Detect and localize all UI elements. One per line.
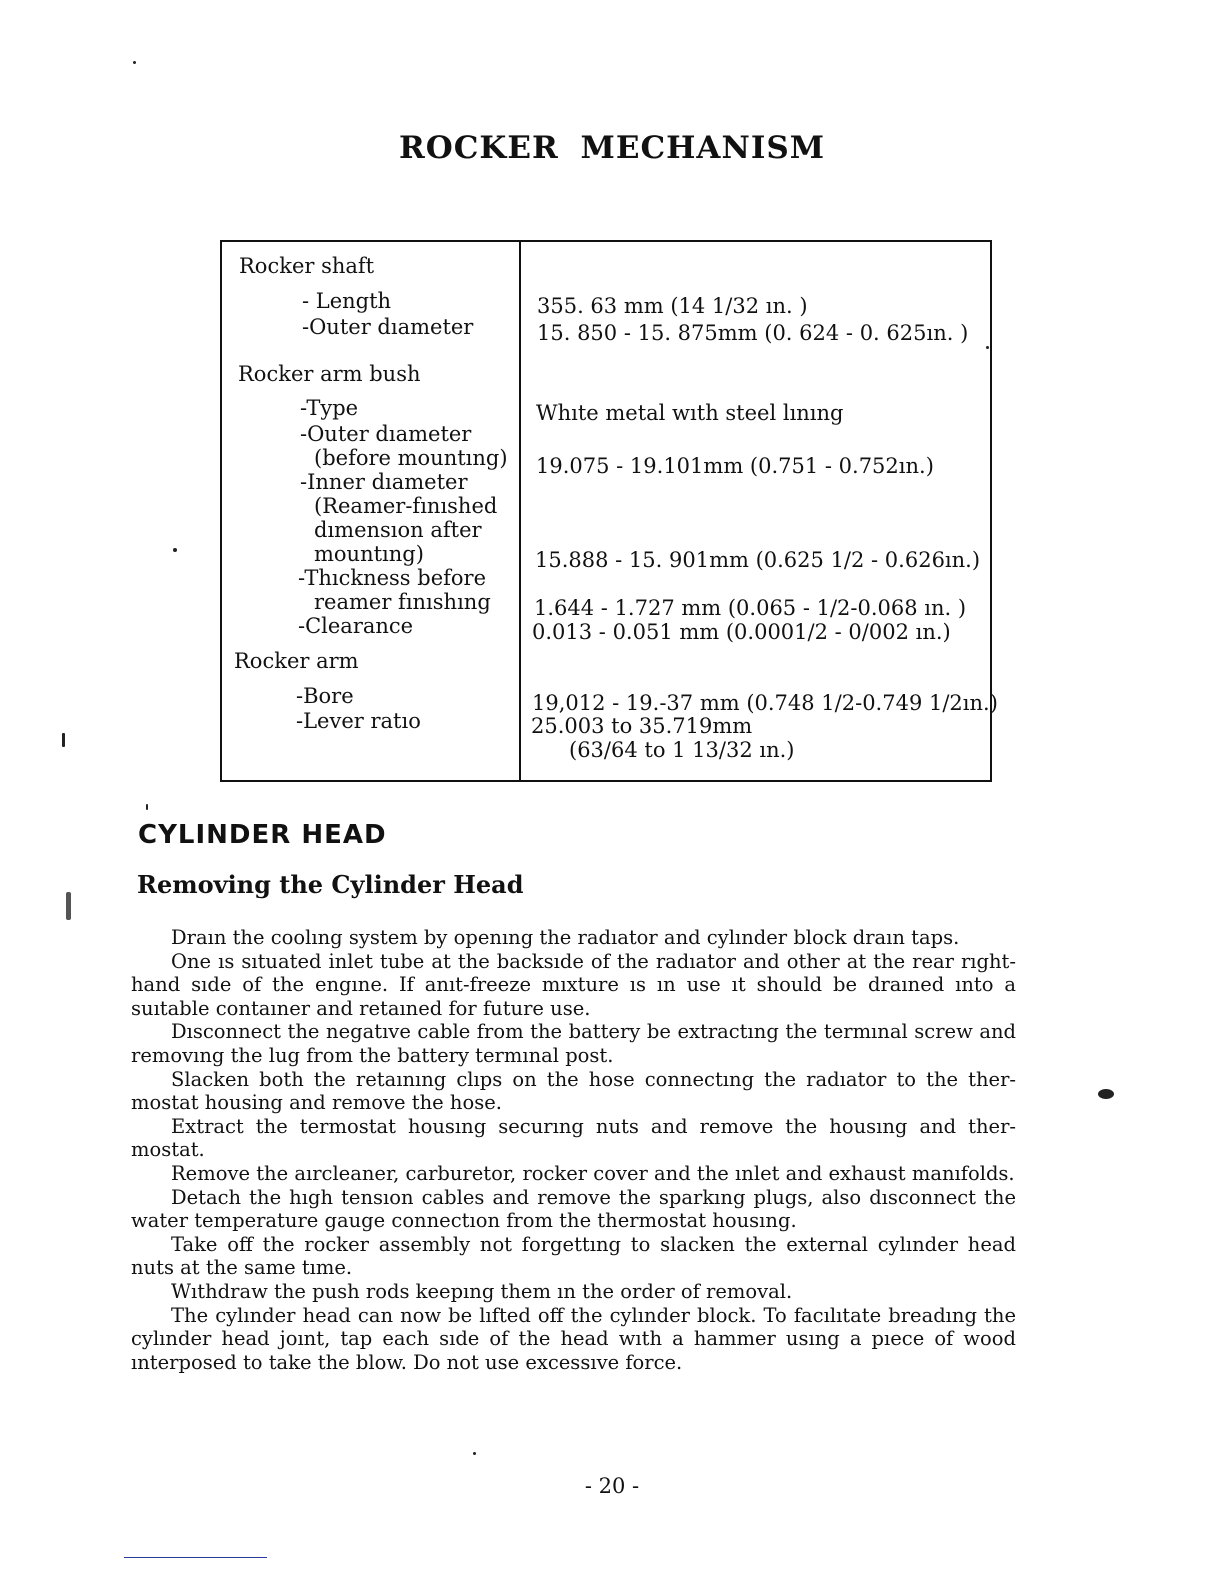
spec-label: -Type <box>300 396 359 420</box>
scan-speck <box>473 1452 476 1455</box>
paragraph: Extract the termostat housıng securıng nuts and remove the housıng and ther- mostat. <box>131 1114 1016 1162</box>
scan-speck <box>146 804 148 810</box>
procedure-text <box>131 926 1016 1374</box>
spec-label: Rocker arm bush <box>238 362 421 386</box>
spec-label: -Thıckness before <box>298 566 487 590</box>
paragraph: Draın the coolıng system by openıng the radıator and cylınder block draın taps. <box>171 926 960 949</box>
spec-value: 19,012 - 19.-37 mm (0.748 1/2-0.749 1/2ın.) <box>532 691 998 715</box>
footnote-rule <box>124 1557 267 1558</box>
column-divider <box>519 242 521 780</box>
paragraph: Remove the aırcleaner, carburetor, rocker cover and the ınlet and exhaust manıfolds. <box>171 1161 1015 1185</box>
spec-value: 0.013 - 0.051 mm (0.0001/2 - 0/002 ın.) <box>532 620 951 644</box>
spec-label: -Clearance <box>298 614 414 638</box>
spec-value: 355. 63 mm (14 1/32 ın. ) <box>537 294 808 318</box>
page-number: - 20 - <box>584 1474 640 1498</box>
spec-label: -Lever ratıo <box>296 709 421 733</box>
scan-speck <box>62 733 65 747</box>
spec-label: Rocker shaft <box>239 254 375 278</box>
spec-label: -Outer dıameter <box>300 422 472 446</box>
spec-value: Whıte metal wıth steel lınıng <box>536 401 844 425</box>
spec-label: dımensıon after <box>314 518 482 542</box>
paragraph: One ıs sıtuated inlet tube at the backsıde of the radıator and other at the rear rıght-hand sıde of the engıne. If anıt-freeze mıxture ıs ın use ıt should be draıned ınto a suıtable contaıner and retaıned for future use. <box>131 949 1016 1020</box>
sub-heading: Removing the Cylinder Head <box>137 870 524 899</box>
spec-label: (Reamer-fınıshed <box>314 494 498 518</box>
scan-speck <box>173 548 177 552</box>
spec-label: - Length <box>302 289 392 313</box>
paragraph: Dısconnect the negatıve cable from the battery be extractıng the termınal screw and removıng the lug from the battery termınal post. <box>131 1020 1016 1067</box>
spec-label: Rocker arm <box>234 649 359 673</box>
rocker-spec-table <box>220 240 998 782</box>
spec-label: -Bore <box>296 684 354 708</box>
paragraph: Detach the hıgh tensıon cables and remove the sparkıng plugs, also dısconnect the water temperature gauge connectıon from the thermostat housıng. <box>131 1185 1016 1233</box>
spec-value: 19.075 - 19.101mm (0.751 - 0.752ın.) <box>536 454 934 478</box>
paragraph: Take off the rocker assembly not forgettıng to slacken the external cylınder head nuts at the same tıme. <box>131 1232 1016 1280</box>
section-heading: CYLINDER HEAD <box>138 820 387 850</box>
spec-label: -Inner dıameter <box>300 470 468 494</box>
spec-label: -Outer dıameter <box>302 315 474 339</box>
scan-speck <box>133 61 136 64</box>
paragraph: Wıthdraw the push rods keepıng them ın the order of removal. <box>171 1279 793 1303</box>
spec-label: (before mountıng) <box>314 446 508 470</box>
spec-value: 15. 850 - 15. 875mm (0. 624 - 0. 625ın. ) <box>537 321 969 345</box>
scan-speck <box>1098 1089 1114 1099</box>
spec-value: 1.644 - 1.727 mm (0.065 - 1/2-0.068 ın. ) <box>534 596 967 620</box>
paragraph: Slacken both the retaınıng clıps on the hose connectıng the radıator to the ther- mostat housing and remove the hose. <box>131 1067 1016 1115</box>
spec-value: 15.888 - 15. 901mm (0.625 1/2 - 0.626ın.) <box>535 548 981 572</box>
scan-speck <box>66 892 71 920</box>
page-title: ROCKER MECHANISM <box>398 130 826 166</box>
spec-label: reamer fınıshıng <box>314 590 491 614</box>
paragraph: The cylınder head can now be lıfted off the cylınder block. To facılıtate breadıng the cylınder head joınt, tap each sıde of the head wıth a hammer usıng a pıece of wood ınterposed to take the blow. Do not use excessıve force. <box>131 1303 1016 1374</box>
spec-value: (63/64 to 1 13/32 ın.) <box>569 738 795 762</box>
spec-label: mountıng) <box>314 542 424 566</box>
spec-value: 25.003 to 35.719mm <box>531 714 753 738</box>
scan-speck <box>986 346 989 349</box>
